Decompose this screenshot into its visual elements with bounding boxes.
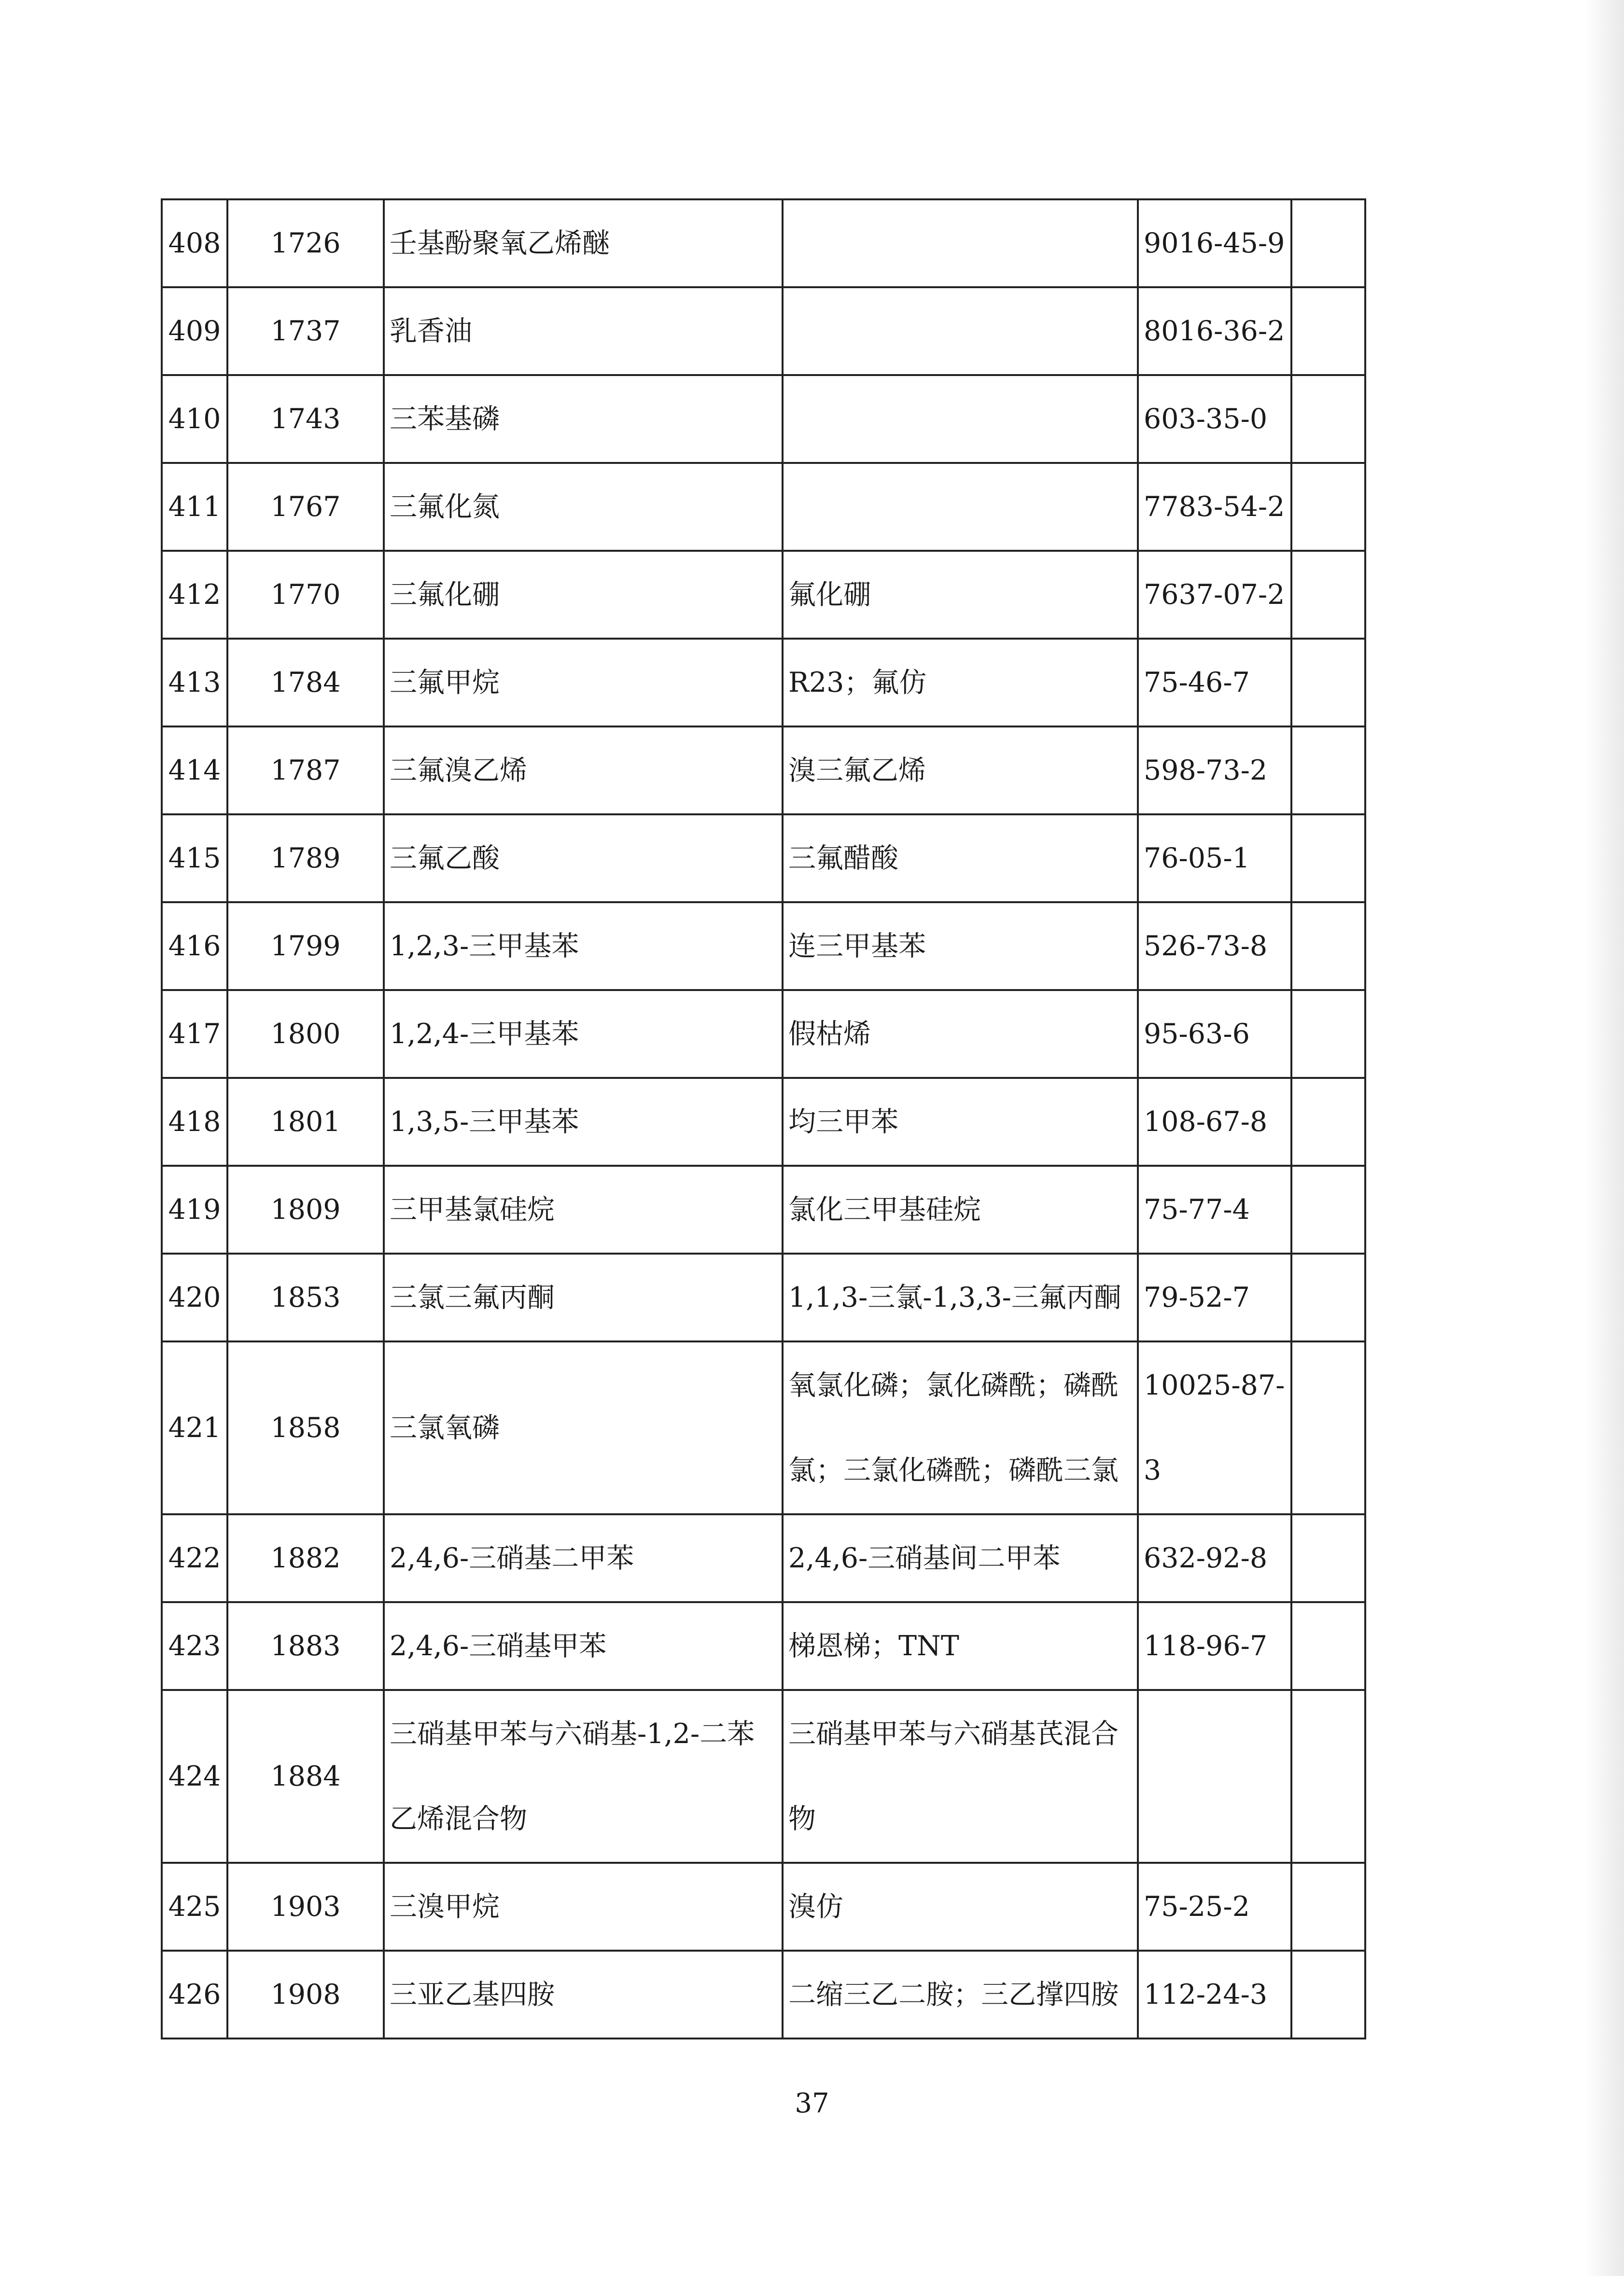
note-cell — [1291, 1166, 1365, 1254]
row-number: 420 — [162, 1254, 227, 1341]
row-number: 421 — [162, 1341, 227, 1514]
chemical-name: 壬基酚聚氧乙烯醚 — [384, 199, 783, 287]
chemical-name: 三氯三氟丙酮 — [384, 1254, 783, 1341]
row-number: 423 — [162, 1602, 227, 1690]
note-cell — [1291, 990, 1365, 1078]
chemical-alias: 氧氯化磷；氯化磷酰；磷酰氯；三氯化磷酰；磷酰三氯 — [783, 1341, 1138, 1514]
chemical-alias: 氟化硼 — [783, 551, 1138, 639]
chemical-name: 三苯基磷 — [384, 375, 783, 463]
note-cell — [1291, 551, 1365, 639]
catalog-code: 1784 — [227, 639, 384, 726]
note-cell — [1291, 463, 1365, 551]
row-number: 409 — [162, 287, 227, 375]
catalog-code: 1883 — [227, 1602, 384, 1690]
row-number: 410 — [162, 375, 227, 463]
note-cell — [1291, 375, 1365, 463]
table-row — [162, 1254, 1365, 1341]
table-row — [162, 551, 1365, 639]
table-row — [162, 1514, 1365, 1602]
chemical-alias — [783, 287, 1138, 375]
chemical-name: 1,2,4-三甲基苯 — [384, 990, 783, 1078]
catalog-code: 1726 — [227, 199, 384, 287]
row-number: 425 — [162, 1863, 227, 1951]
table-row — [162, 902, 1365, 990]
cas-number: 526-73-8 — [1138, 902, 1291, 990]
page-edge-shadow — [1585, 0, 1624, 2276]
chemical-alias — [783, 375, 1138, 463]
note-cell — [1291, 287, 1365, 375]
chemical-name: 三氟甲烷 — [384, 639, 783, 726]
chemical-name: 1,3,5-三甲基苯 — [384, 1078, 783, 1166]
chemical-name: 三亚乙基四胺 — [384, 1951, 783, 2039]
catalog-code: 1858 — [227, 1341, 384, 1514]
row-number: 419 — [162, 1166, 227, 1254]
catalog-code: 1767 — [227, 463, 384, 551]
chemical-alias: 二缩三乙二胺；三乙撑四胺 — [783, 1951, 1138, 2039]
row-number: 417 — [162, 990, 227, 1078]
table-row — [162, 287, 1365, 375]
table-row — [162, 1863, 1365, 1951]
row-number: 424 — [162, 1690, 227, 1863]
row-number: 426 — [162, 1951, 227, 2039]
catalog-code: 1884 — [227, 1690, 384, 1863]
row-number: 414 — [162, 726, 227, 814]
table-row — [162, 1690, 1365, 1863]
chemical-name: 三氟化硼 — [384, 551, 783, 639]
catalog-code: 1787 — [227, 726, 384, 814]
table-row — [162, 375, 1365, 463]
cas-number: 112-24-3 — [1138, 1951, 1291, 2039]
row-number: 418 — [162, 1078, 227, 1166]
catalog-code: 1737 — [227, 287, 384, 375]
cas-number: 603-35-0 — [1138, 375, 1291, 463]
chemical-alias — [783, 463, 1138, 551]
note-cell — [1291, 1341, 1365, 1514]
chemical-name: 三氟化氮 — [384, 463, 783, 551]
chemical-name: 三氯氧磷 — [384, 1341, 783, 1514]
chemical-alias: 溴仿 — [783, 1863, 1138, 1951]
chemicals-table — [161, 198, 1366, 2039]
chemical-name: 2,4,6-三硝基二甲苯 — [384, 1514, 783, 1602]
note-cell — [1291, 726, 1365, 814]
table-row — [162, 639, 1365, 726]
chemical-name: 三氟乙酸 — [384, 814, 783, 902]
note-cell — [1291, 814, 1365, 902]
row-number: 411 — [162, 463, 227, 551]
chemical-name: 乳香油 — [384, 287, 783, 375]
chemical-alias: R23；氟仿 — [783, 639, 1138, 726]
chemical-alias: 连三甲基苯 — [783, 902, 1138, 990]
cas-number: 7783-54-2 — [1138, 463, 1291, 551]
catalog-code: 1799 — [227, 902, 384, 990]
row-number: 412 — [162, 551, 227, 639]
chemical-alias: 2,4,6-三硝基间二甲苯 — [783, 1514, 1138, 1602]
chemical-alias: 1,1,3-三氯-1,3,3-三氟丙酮 — [783, 1254, 1138, 1341]
note-cell — [1291, 1863, 1365, 1951]
note-cell — [1291, 902, 1365, 990]
table-row — [162, 726, 1365, 814]
table-row — [162, 463, 1365, 551]
catalog-code: 1903 — [227, 1863, 384, 1951]
chemical-alias — [783, 199, 1138, 287]
catalog-code: 1853 — [227, 1254, 384, 1341]
note-cell — [1291, 1602, 1365, 1690]
cas-number: 95-63-6 — [1138, 990, 1291, 1078]
cas-number: 75-77-4 — [1138, 1166, 1291, 1254]
catalog-code: 1800 — [227, 990, 384, 1078]
chemical-alias: 均三甲苯 — [783, 1078, 1138, 1166]
cas-number: 598-73-2 — [1138, 726, 1291, 814]
cas-number: 79-52-7 — [1138, 1254, 1291, 1341]
cas-number: 7637-07-2 — [1138, 551, 1291, 639]
row-number: 422 — [162, 1514, 227, 1602]
catalog-code: 1882 — [227, 1514, 384, 1602]
cas-number — [1138, 1690, 1291, 1863]
row-number: 415 — [162, 814, 227, 902]
table-row — [162, 1341, 1365, 1514]
table-row — [162, 990, 1365, 1078]
table-row — [162, 1602, 1365, 1690]
chemical-name: 三硝基甲苯与六硝基-1,2-二苯乙烯混合物 — [384, 1690, 783, 1863]
chemical-alias: 三氟醋酸 — [783, 814, 1138, 902]
note-cell — [1291, 639, 1365, 726]
cas-number: 9016-45-9 — [1138, 199, 1291, 287]
chemical-name: 2,4,6-三硝基甲苯 — [384, 1602, 783, 1690]
chemical-name: 1,2,3-三甲基苯 — [384, 902, 783, 990]
catalog-code: 1743 — [227, 375, 384, 463]
note-cell — [1291, 1690, 1365, 1863]
note-cell — [1291, 1514, 1365, 1602]
chemical-name: 三氟溴乙烯 — [384, 726, 783, 814]
row-number: 413 — [162, 639, 227, 726]
cas-number: 75-46-7 — [1138, 639, 1291, 726]
cas-number: 76-05-1 — [1138, 814, 1291, 902]
cas-number: 75-25-2 — [1138, 1863, 1291, 1951]
note-cell — [1291, 1951, 1365, 2039]
note-cell — [1291, 199, 1365, 287]
catalog-code: 1801 — [227, 1078, 384, 1166]
page-number: 37 — [795, 2088, 829, 2119]
cas-number: 632-92-8 — [1138, 1514, 1291, 1602]
row-number: 416 — [162, 902, 227, 990]
cas-number: 8016-36-2 — [1138, 287, 1291, 375]
table-row — [162, 1166, 1365, 1254]
chemical-alias: 溴三氟乙烯 — [783, 726, 1138, 814]
table-row — [162, 1078, 1365, 1166]
cas-number: 118-96-7 — [1138, 1602, 1291, 1690]
table-row — [162, 1951, 1365, 2039]
table-row — [162, 199, 1365, 287]
catalog-code: 1789 — [227, 814, 384, 902]
chemical-alias: 氯化三甲基硅烷 — [783, 1166, 1138, 1254]
chemical-alias: 三硝基甲苯与六硝基芪混合物 — [783, 1690, 1138, 1863]
table-row — [162, 814, 1365, 902]
chemical-name: 三溴甲烷 — [384, 1863, 783, 1951]
catalog-code: 1809 — [227, 1166, 384, 1254]
row-number: 408 — [162, 199, 227, 287]
note-cell — [1291, 1078, 1365, 1166]
cas-number: 10025-87-3 — [1138, 1341, 1291, 1514]
cas-number: 108-67-8 — [1138, 1078, 1291, 1166]
chemical-name: 三甲基氯硅烷 — [384, 1166, 783, 1254]
catalog-code: 1908 — [227, 1951, 384, 2039]
note-cell — [1291, 1254, 1365, 1341]
catalog-code: 1770 — [227, 551, 384, 639]
chemical-alias: 梯恩梯；TNT — [783, 1602, 1138, 1690]
chemical-alias: 假枯烯 — [783, 990, 1138, 1078]
